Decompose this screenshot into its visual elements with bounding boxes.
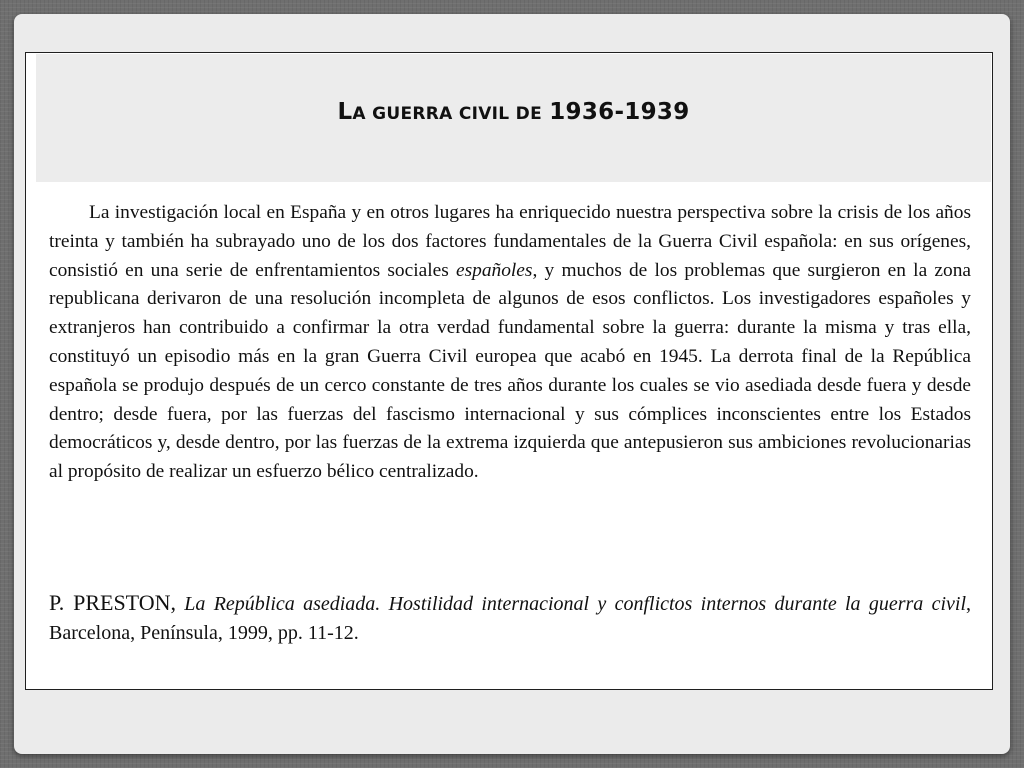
- paragraph-text-start: La investigación local en España y en otros lugares ha enriquecido nuestra perspectiva sobre la crisis de los años treinta y también ha subrayado uno de los dos factores fundamentales de la Guerra Civil española: en sus orígenes, consistió en una serie de enfrentamientos sociales: [49, 202, 971, 281]
- title-band: [36, 54, 991, 182]
- text-frame: [25, 52, 993, 690]
- title-years: 1936-1939: [549, 99, 690, 125]
- citation-work-title: La República asediada. Hostilidad internacional y conflictos internos durante la guerra civil: [184, 593, 967, 615]
- slide: [14, 14, 1010, 754]
- title-small-caps: A GUERRA CIVIL DE: [352, 104, 542, 124]
- quote-paragraph: [49, 199, 971, 487]
- citation-details: , Barcelona, Península, 1999, pp. 11-12.: [49, 593, 972, 644]
- paragraph-text-end: , y muchos de los problemas que surgieron en la zona republicana derivaron de una resolución incompleta de algunos de esos conflictos. Los investigadores españoles y extranjeros han contribuido a confirmar la otra verdad fundamental sobre la guerra: durante la misma y tras ella, constituyó un episodio más en la gran Guerra Civil europea que acabó en 1945. La derrota final de la República española se produjo después de un cerco constante de tres años durante los cuales se vio asediada desde fuera y desde dentro; desde fuera, por las fuerzas del fascismo internacional y sus cómplices inconscientes entre los Estados democráticos y, desde dentro, por las fuerzas de la extrema izquierda que antepusieron sus ambiciones revolucionarias al propósito de realizar un esfuerzo bélico centralizado.: [49, 259, 971, 483]
- title-initial: L: [337, 99, 353, 125]
- slide-title: [36, 99, 991, 125]
- paragraph-emphasis: españoles: [455, 259, 533, 281]
- citation-author: P. PRESTON,: [49, 590, 176, 615]
- citation: [49, 589, 971, 648]
